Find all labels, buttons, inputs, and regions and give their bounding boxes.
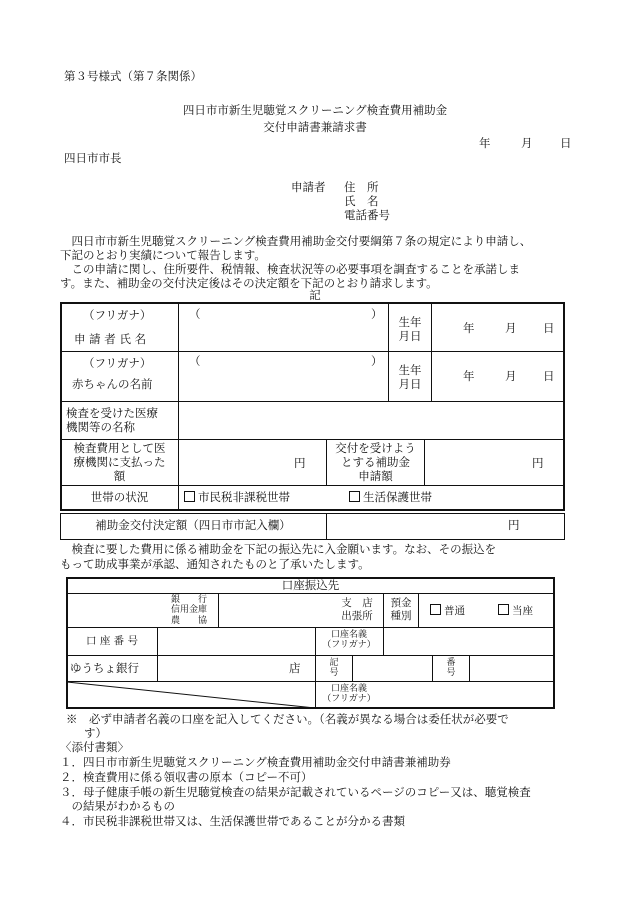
yucho-holder-label: 口座名義 （フリガナ） [322, 684, 376, 705]
diagonal-strike [67, 682, 315, 708]
attachment-item: ４．市民税非課税世帯又は、生活保護世帯であることが分かる書類 [60, 814, 405, 828]
transfer-text-line2: もって助成事業が承認、通知されたものと了承いたします。 [60, 557, 370, 571]
body-para1-line1: 四日市市新生児聴覚スクリーニング検査費用補助金交付要綱第７条の規定により申請し、 [60, 234, 532, 248]
welfare-checkbox[interactable] [349, 491, 360, 502]
applicant-dob-label: 生年 月日 [398, 315, 422, 343]
note-line2: す） [84, 726, 107, 740]
attachment-item: の結果がわかるもの [60, 799, 175, 813]
requested-amount-yen: 円 [532, 456, 544, 470]
applicant-name-cell-label: 申 請 者 氏 名 [74, 332, 147, 346]
applicant-furigana-label: （フリガナ） [83, 308, 152, 322]
institution-label: 検査を受けた医療 機関等の名称 [66, 406, 158, 434]
yucho-store-label: 店 [289, 661, 301, 675]
body-para2-line1: この申請に関し、住所要件、税情報、検査状況等の必要事項を調査することを承諾しま [60, 262, 520, 276]
addressee: 四日市市長 [64, 151, 122, 165]
option-ordinary[interactable]: 普通 [430, 604, 465, 618]
decision-yen: 円 [508, 518, 520, 532]
applicant-dob-year: 年 [463, 321, 475, 335]
form-number: 第３号様式（第７条関係） [64, 69, 202, 83]
baby-furigana-close: ） [371, 354, 383, 368]
requested-amount-label: 交付を受けよう とする補助金 申請額 [335, 441, 416, 483]
transfer-text-line1: 検査に要した費用に係る補助金を下記の振込先に入金願います。なお、その振込を [60, 542, 497, 556]
applicant-dob-month: 月 [505, 321, 517, 335]
applicant-label: 申請者 [291, 180, 326, 194]
current-checkbox[interactable] [498, 604, 509, 615]
note-line1: ※ 必ず申請者名義の口座を記入してください。（名義が異なる場合は委任状が必要で [66, 712, 509, 726]
applicant-name-label: 氏 名 [344, 194, 379, 208]
attachment-item: １．四日市市新生児聴覚スクリーニング検査費用補助金交付申請書兼補助券 [60, 755, 451, 769]
decision-label: 補助金交付決定額（四日市市記入欄） [95, 518, 291, 532]
household-status-label: 世帯の状況 [90, 490, 149, 504]
body-para1-line2: 下記のとおり実績について報告します。 [60, 248, 266, 262]
date-day: 日 [560, 136, 572, 150]
form-title-line2: 交付申請書兼請求書 [263, 120, 367, 134]
date-year: 年 [479, 136, 491, 150]
option-tax-exempt[interactable]: 市民税非課税世帯 [184, 491, 290, 505]
kigou-label: 記 号 [329, 658, 339, 679]
branch-type-label: 支 店 出張所 [341, 597, 373, 622]
baby-dob-label: 生年 月日 [398, 363, 422, 391]
baby-dob-month: 月 [505, 369, 517, 383]
option-welfare[interactable]: 生活保護世帯 [349, 491, 432, 505]
date-month: 月 [521, 136, 533, 150]
attachment-item: ３．母子健康手帳の新生児聴覚検査の結果が記載されているページのコピー又は、聴覚検査 [60, 785, 531, 799]
body-para2-line2: す。また、補助金の交付決定後はその決定額を下記のとおり請求します。 [60, 276, 438, 290]
applicant-furigana-open: （ [189, 307, 201, 321]
attachment-item: ２．検査費用に係る領収書の原本（コピー不可） [60, 770, 313, 784]
baby-furigana-label: （フリガナ） [83, 356, 152, 370]
ordinary-checkbox[interactable] [430, 604, 441, 615]
applicant-address-label: 住 所 [344, 180, 379, 194]
option-current[interactable]: 当座 [498, 604, 533, 618]
baby-furigana-open: （ [189, 354, 201, 368]
baby-dob-day: 日 [543, 369, 555, 383]
bank-type-label: 銀 行 信用金庫 農 協 [170, 595, 207, 626]
cost-paid-label: 検査費用として医 療機関に支払った 額 [73, 441, 166, 483]
applicant-furigana-close: ） [371, 307, 383, 321]
bank-header: 口座振込先 [281, 578, 340, 592]
form-title-line1: 四日市市新生児聴覚スクリーニング検査費用補助金 [182, 103, 448, 117]
tax-exempt-checkbox[interactable] [184, 491, 195, 502]
attachments-title: 〈添付書類〉 [60, 740, 129, 754]
bango-label: 番 号 [446, 658, 456, 679]
account-holder-label: 口座名義 （フリガナ） [322, 630, 376, 651]
applicant-dob-day: 日 [543, 321, 555, 335]
baby-name-label: 赤ちゃんの名前 [72, 377, 153, 391]
applicant-phone-label: 電話番号 [344, 208, 390, 222]
ki-marker: 記 [309, 288, 321, 302]
yucho-bank-label: ゆうちょ銀行 [70, 661, 139, 675]
baby-dob-year: 年 [463, 369, 475, 383]
deposit-type-label: 預金 種別 [390, 597, 412, 622]
cost-paid-yen: 円 [294, 456, 306, 470]
account-number-label: 口 座 番 号 [85, 635, 138, 647]
